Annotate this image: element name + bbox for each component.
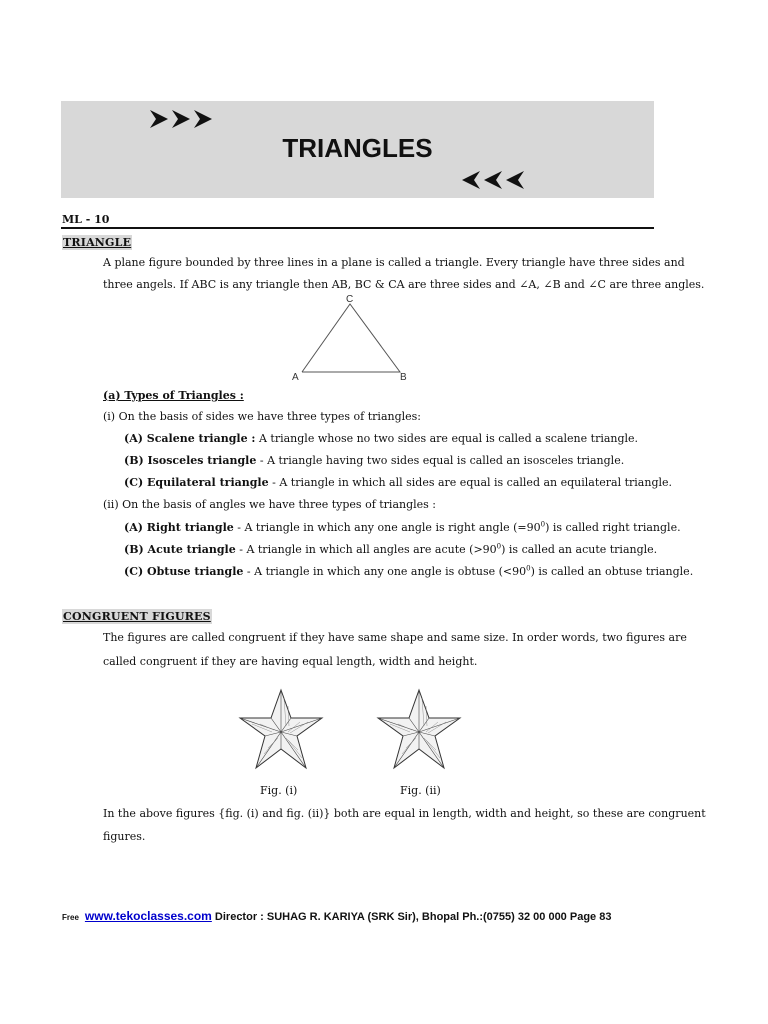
- module-code: ML - 10: [62, 213, 110, 226]
- right-arrows-icon: [150, 108, 216, 130]
- scalene-item: (A) Scalene triangle : A triangle whose no two sides are equal is called a scalene triangle.: [124, 432, 639, 445]
- footer-free-label: Free: [62, 913, 79, 922]
- conclusion-line-1: In the above figures {fig. (i) and fig. (ii)} both are equal in length, width and height, so these are congruent: [103, 807, 706, 820]
- vertex-label-b: B: [400, 372, 407, 383]
- triangle-abc-diagram: [288, 292, 418, 384]
- intro-line-2: three angels. If ABC is any triangle then AB, BC & CA are three sides and ∠A, ∠B and ∠C are three angles.: [103, 278, 705, 291]
- conclusion-line-2: figures.: [103, 830, 146, 843]
- isosceles-item: (B) Isosceles triangle - A triangle having two sides equal is called an isosceles triangle.: [124, 454, 625, 467]
- footer-website-link[interactable]: www.tekoclasses.com: [84, 909, 212, 923]
- equilateral-item: (C) Equilateral triangle - A triangle in which all sides are equal is called an equilateral triangle.: [124, 476, 673, 489]
- fig-1-caption: Fig. (i): [260, 784, 298, 797]
- fig-2-caption: Fig. (ii): [400, 784, 441, 797]
- star-figure-2: [376, 688, 462, 772]
- left-arrows-icon: [462, 169, 528, 191]
- right-triangle-item: (A) Right triangle - A triangle in which any one angle is right angle $(=90^0)$ is called right triangle.: [124, 520, 681, 534]
- types-heading: (a) Types of Triangles :: [103, 389, 244, 402]
- page-footer: [62, 909, 611, 923]
- section-heading-triangle: TRIANGLE: [63, 236, 132, 249]
- star-figure-1: [238, 688, 324, 772]
- intro-line-1: A plane figure bounded by three lines in a plane is called a triangle. Every triangle have three sides and: [103, 256, 685, 269]
- section-heading-congruent: CONGRUENT FIGURES: [63, 610, 211, 623]
- page-title: TRIANGLES: [282, 133, 433, 163]
- congruent-line-2: called congruent if they are having equal length, width and height.: [103, 655, 478, 668]
- acute-triangle-item: (B) Acute triangle - A triangle in which all angles are acute $(>90^0)$ is called an acute triangle.: [124, 542, 658, 556]
- footer-text: Director : SUHAG R. KARIYA (SRK Sir), Bhopal Ph.:(0755) 32 00 000 Page 83: [211, 911, 612, 923]
- header-rule: [61, 227, 654, 229]
- angles-intro: (ii) On the basis of angles we have three types of triangles :: [103, 498, 437, 511]
- vertex-label-c: C: [346, 294, 354, 305]
- header-banner: [61, 101, 654, 198]
- sides-intro: (i) On the basis of sides we have three types of triangles:: [103, 410, 422, 423]
- congruent-line-1: The figures are called congruent if they have same shape and same size. In order words, two figures are: [103, 631, 687, 644]
- obtuse-triangle-item: (C) Obtuse triangle - A triangle in which any one angle is obtuse $(<90^0)$ is called an obtuse triangle.: [124, 564, 694, 578]
- vertex-label-a: A: [292, 372, 299, 383]
